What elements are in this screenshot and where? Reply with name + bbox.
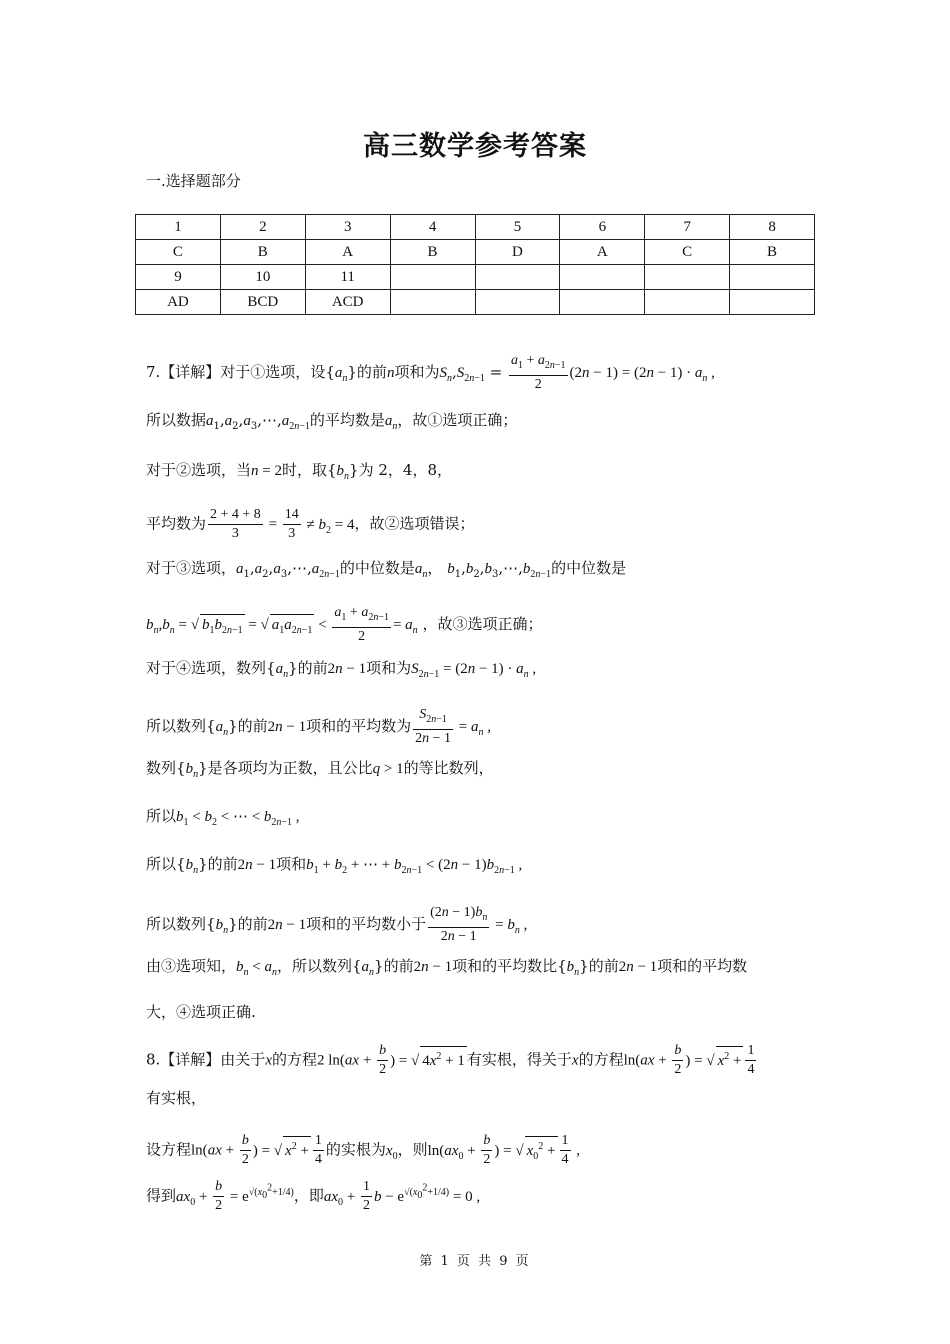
table-row xyxy=(136,290,815,315)
table-cell: 4 xyxy=(390,215,475,240)
table-cell xyxy=(645,290,730,315)
sol8-line1: 8.【详解】由关于x的方程2 ln(ax + $\frac{b}{2}$ ) = √ $4x^2 + 1$ 有实根，得关于x的方程ln(ax + $\frac{b}{2}$ ) = √ $x^2$ + $\frac{1}{4}$ xyxy=(146,1043,755,1077)
table-cell: C xyxy=(645,240,730,265)
sol7-line8: 所以数列$\{a_n\}$的前2n − 1项和的平均数为 $\frac{S_{2n-1}}{2n - 1}$ = $a_n$ , xyxy=(146,707,491,746)
table-row xyxy=(136,215,815,240)
sol7-line3: 对于②选项，当n = 2时，取$\{b_n\}$为 2，4，8， xyxy=(146,461,452,482)
sol7-line2: 所以数据$a_1,a_2,a_3,\cdots,a_{2n-1}$的平均数是$a_n$，故①选项正确； xyxy=(146,411,518,432)
sol7-line11: 所以$\{b_n\}$的前2n − 1项和$b_1 + b_2$ + ⋯ + $b_{2n-1} < (2n - 1)b_{2n-1}$ , xyxy=(146,855,523,876)
table-cell: C xyxy=(136,240,221,265)
table-cell: 8 xyxy=(730,215,815,240)
section-heading: 一.选择题部分 xyxy=(146,172,241,190)
table-cell: B xyxy=(220,240,305,265)
table-cell: 10 xyxy=(220,265,305,290)
page-title: 高三数学参考答案 xyxy=(363,131,587,162)
table-row xyxy=(136,265,815,290)
table-cell xyxy=(475,290,560,315)
table-cell: 7 xyxy=(645,215,730,240)
sol8-line4: 得到$ax_0$ + $\frac{b}{2}$ = $e^{√(x_0^2+1/4)}$，即$ax_0$ + $\frac{1}{2}$ $b - e^{√(x_0^2+1/4)} = 0$ , xyxy=(146,1179,481,1213)
table-cell xyxy=(390,265,475,290)
sol7-line13: 由③选项知，$b_n < a_n$，所以数列$\{a_n\}$的前2n − 1项和的平均数比$\{b_n\}$的前2n − 1项和的平均数 xyxy=(146,957,748,978)
table-cell: 11 xyxy=(305,265,390,290)
sol7-line14: 大，④选项正确. xyxy=(146,1003,256,1021)
table-row xyxy=(136,240,815,265)
table-cell: AD xyxy=(136,290,221,315)
sol7-line9: 数列$\{b_n\}$是各项均为正数，且公比q > 1的等比数列， xyxy=(146,759,494,780)
table-cell: ACD xyxy=(305,290,390,315)
sol8-line3: 设方程ln(ax + $\frac{b}{2}$ ) = √ $x^2$ + $\frac{1}{4}$ 的实根为$x_0$，则$\ln(ax_0$ + $\frac{b}{2}$ ) = √ $x_0^2$ + $\frac{1}{4}$ , xyxy=(146,1133,580,1167)
table-cell: 1 xyxy=(136,215,221,240)
answer-table xyxy=(135,214,815,315)
table-cell: 3 xyxy=(305,215,390,240)
table-cell: BCD xyxy=(220,290,305,315)
table-cell: 6 xyxy=(560,215,645,240)
sol7-line4: 平均数为 $\frac{2 + 4 + 8}{3}$ = $\frac{14}{3}$ ≠ $b_2 = 4$，故②选项错误； xyxy=(146,507,475,541)
table-cell xyxy=(560,265,645,290)
table-cell xyxy=(560,290,645,315)
table-cell xyxy=(645,265,730,290)
table-cell xyxy=(390,290,475,315)
table-cell: 5 xyxy=(475,215,560,240)
sol7-line10: 所以$b_1 < b_2$ < ⋯ < $b_{2n-1}$ , xyxy=(146,807,300,828)
table-cell xyxy=(730,290,815,315)
table-cell xyxy=(475,265,560,290)
table-cell: B xyxy=(730,240,815,265)
table-cell xyxy=(730,265,815,290)
page-footer: 第 1 页 共 9 页 xyxy=(419,1254,531,1269)
sol7-line5: 对于③选项，$a_1,a_2,a_3,\cdots,a_{2n-1}$的中位数是$a_n$， $b_1,b_2,b_3,\cdots,b_{2n-1}$的中位数是 xyxy=(146,559,627,580)
sol7-line7: 对于④选项，数列$\{a_n\}$的前2n − 1项和为$S_{2n-1} = (2n - 1) \cdot a_n$ , xyxy=(146,659,537,680)
table-cell: 9 xyxy=(136,265,221,290)
table-cell: 2 xyxy=(220,215,305,240)
table-cell: B xyxy=(390,240,475,265)
sol7-line1: 7.【详解】对于①选项，设$\{a_n\}$的前n项和为$S_n,S_{2n-1}$ = $\frac{a_1 + a_{2n-1}}{2}$ $(2n - 1) = (2n - 1) \cdot a_n$ , xyxy=(146,353,715,392)
table-cell: A xyxy=(305,240,390,265)
table-cell: A xyxy=(560,240,645,265)
sol8-line2: 有实根， xyxy=(146,1089,207,1107)
table-cell: D xyxy=(475,240,560,265)
sol7-line6: $b_n,b_n$ = √ $b_1b_{2n-1}$ = √ $a_1a_{2n-1}$ < $\frac{a_1 + a_{2n-1}}{2}$ = $a_n$ ，故③选项正确； xyxy=(146,605,543,644)
sol7-line12: 所以数列$\{b_n\}$的前2n − 1项和的平均数小于 $\frac{(2n - 1)b_n}{2n - 1}$ = $b_n$ , xyxy=(146,905,528,944)
